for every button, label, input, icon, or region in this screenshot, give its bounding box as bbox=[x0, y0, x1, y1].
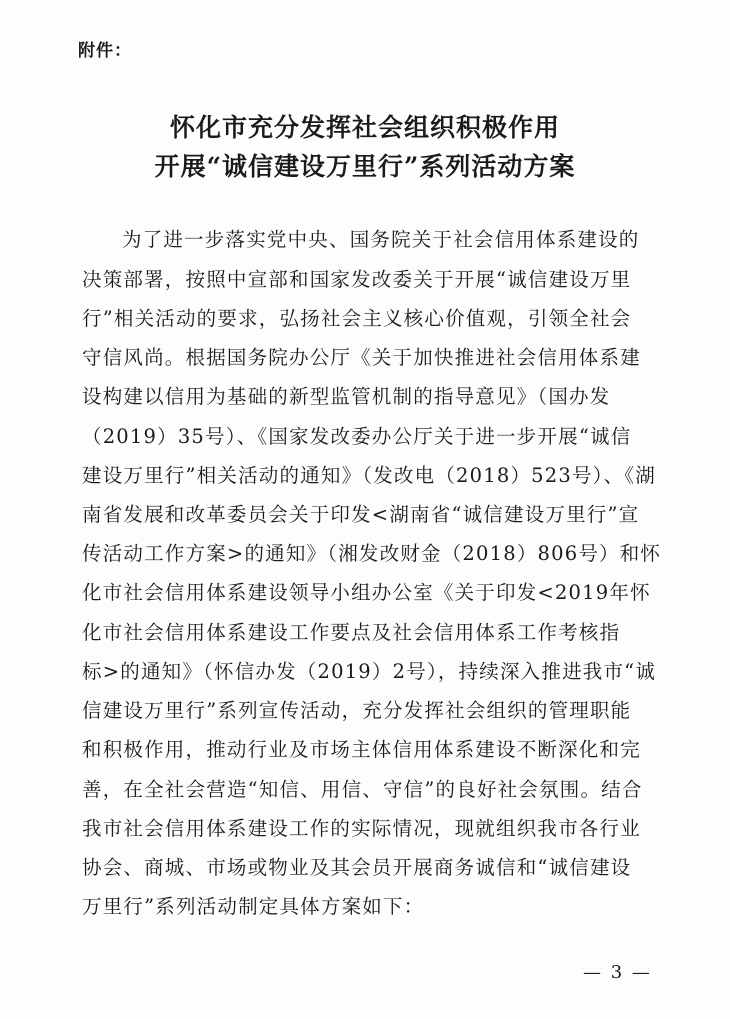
body-line: 和积极作用，推动行业及市场主体信用体系建设不断深化和完 bbox=[82, 738, 641, 761]
attachment-label: 附件： bbox=[78, 41, 132, 61]
body-line: 传活动工作方案>的通知》（湘发改财金（2018）806号）和怀 bbox=[82, 542, 662, 565]
body-line: 我市社会信用体系建设工作的实际情况，现就组织我市各行业 bbox=[82, 817, 641, 840]
body-line: 设构建以信用为基础的新型监管机制的指导意见》（国办发 bbox=[82, 385, 611, 408]
body-line: 守信风尚。根据国务院办公厅《关于加快推进社会信用体系建 bbox=[82, 346, 641, 369]
body-line: 万里行”系列活动制定具体方案如下： bbox=[82, 895, 425, 918]
body-line: 化市社会信用体系建设领导小组办公室《关于印发<2019年怀 bbox=[82, 581, 651, 604]
body-line: 善，在全社会营造“知信、用信、守信”的良好社会氛围。结合 bbox=[82, 778, 643, 801]
body-line: 决策部署，按照中宣部和国家发改委关于开展“诚信建设万里 bbox=[82, 268, 632, 291]
title-line-2: 开展“诚信建设万里行”系列活动方案 bbox=[154, 152, 576, 181]
body-line: 行”相关活动的要求，弘扬社会主义核心价值观，引领全社会 bbox=[82, 307, 632, 330]
title-line-1: 怀化市充分发挥社会组织积极作用 bbox=[169, 113, 560, 142]
page-number: — 3 — bbox=[583, 962, 652, 983]
body-line: 协会、商城、市场或物业及其会员开展商务诚信和“诚信建设 bbox=[82, 856, 632, 879]
body-line: 信建设万里行”系列宣传活动，充分发挥社会组织的管理职能 bbox=[82, 699, 632, 722]
body-line: （2019）35号）、《国家发改委办公厅关于进一步开展“诚信 bbox=[82, 425, 632, 448]
body-line: 南省发展和改革委员会关于印发<湖南省“诚信建设万里行”宣 bbox=[82, 503, 640, 526]
body-line: 建设万里行”相关活动的通知》（发改电（2018）523号）、《湖 bbox=[82, 464, 656, 487]
body-line: 为了进一步落实党中央、国务院关于社会信用体系建设的 bbox=[122, 228, 640, 251]
body-line: 标>的通知》（怀信办发（2019）2号），持续深入推进我市“诚 bbox=[82, 660, 657, 683]
body-line: 化市社会信用体系建设工作要点及社会信用体系工作考核指 bbox=[82, 621, 621, 644]
